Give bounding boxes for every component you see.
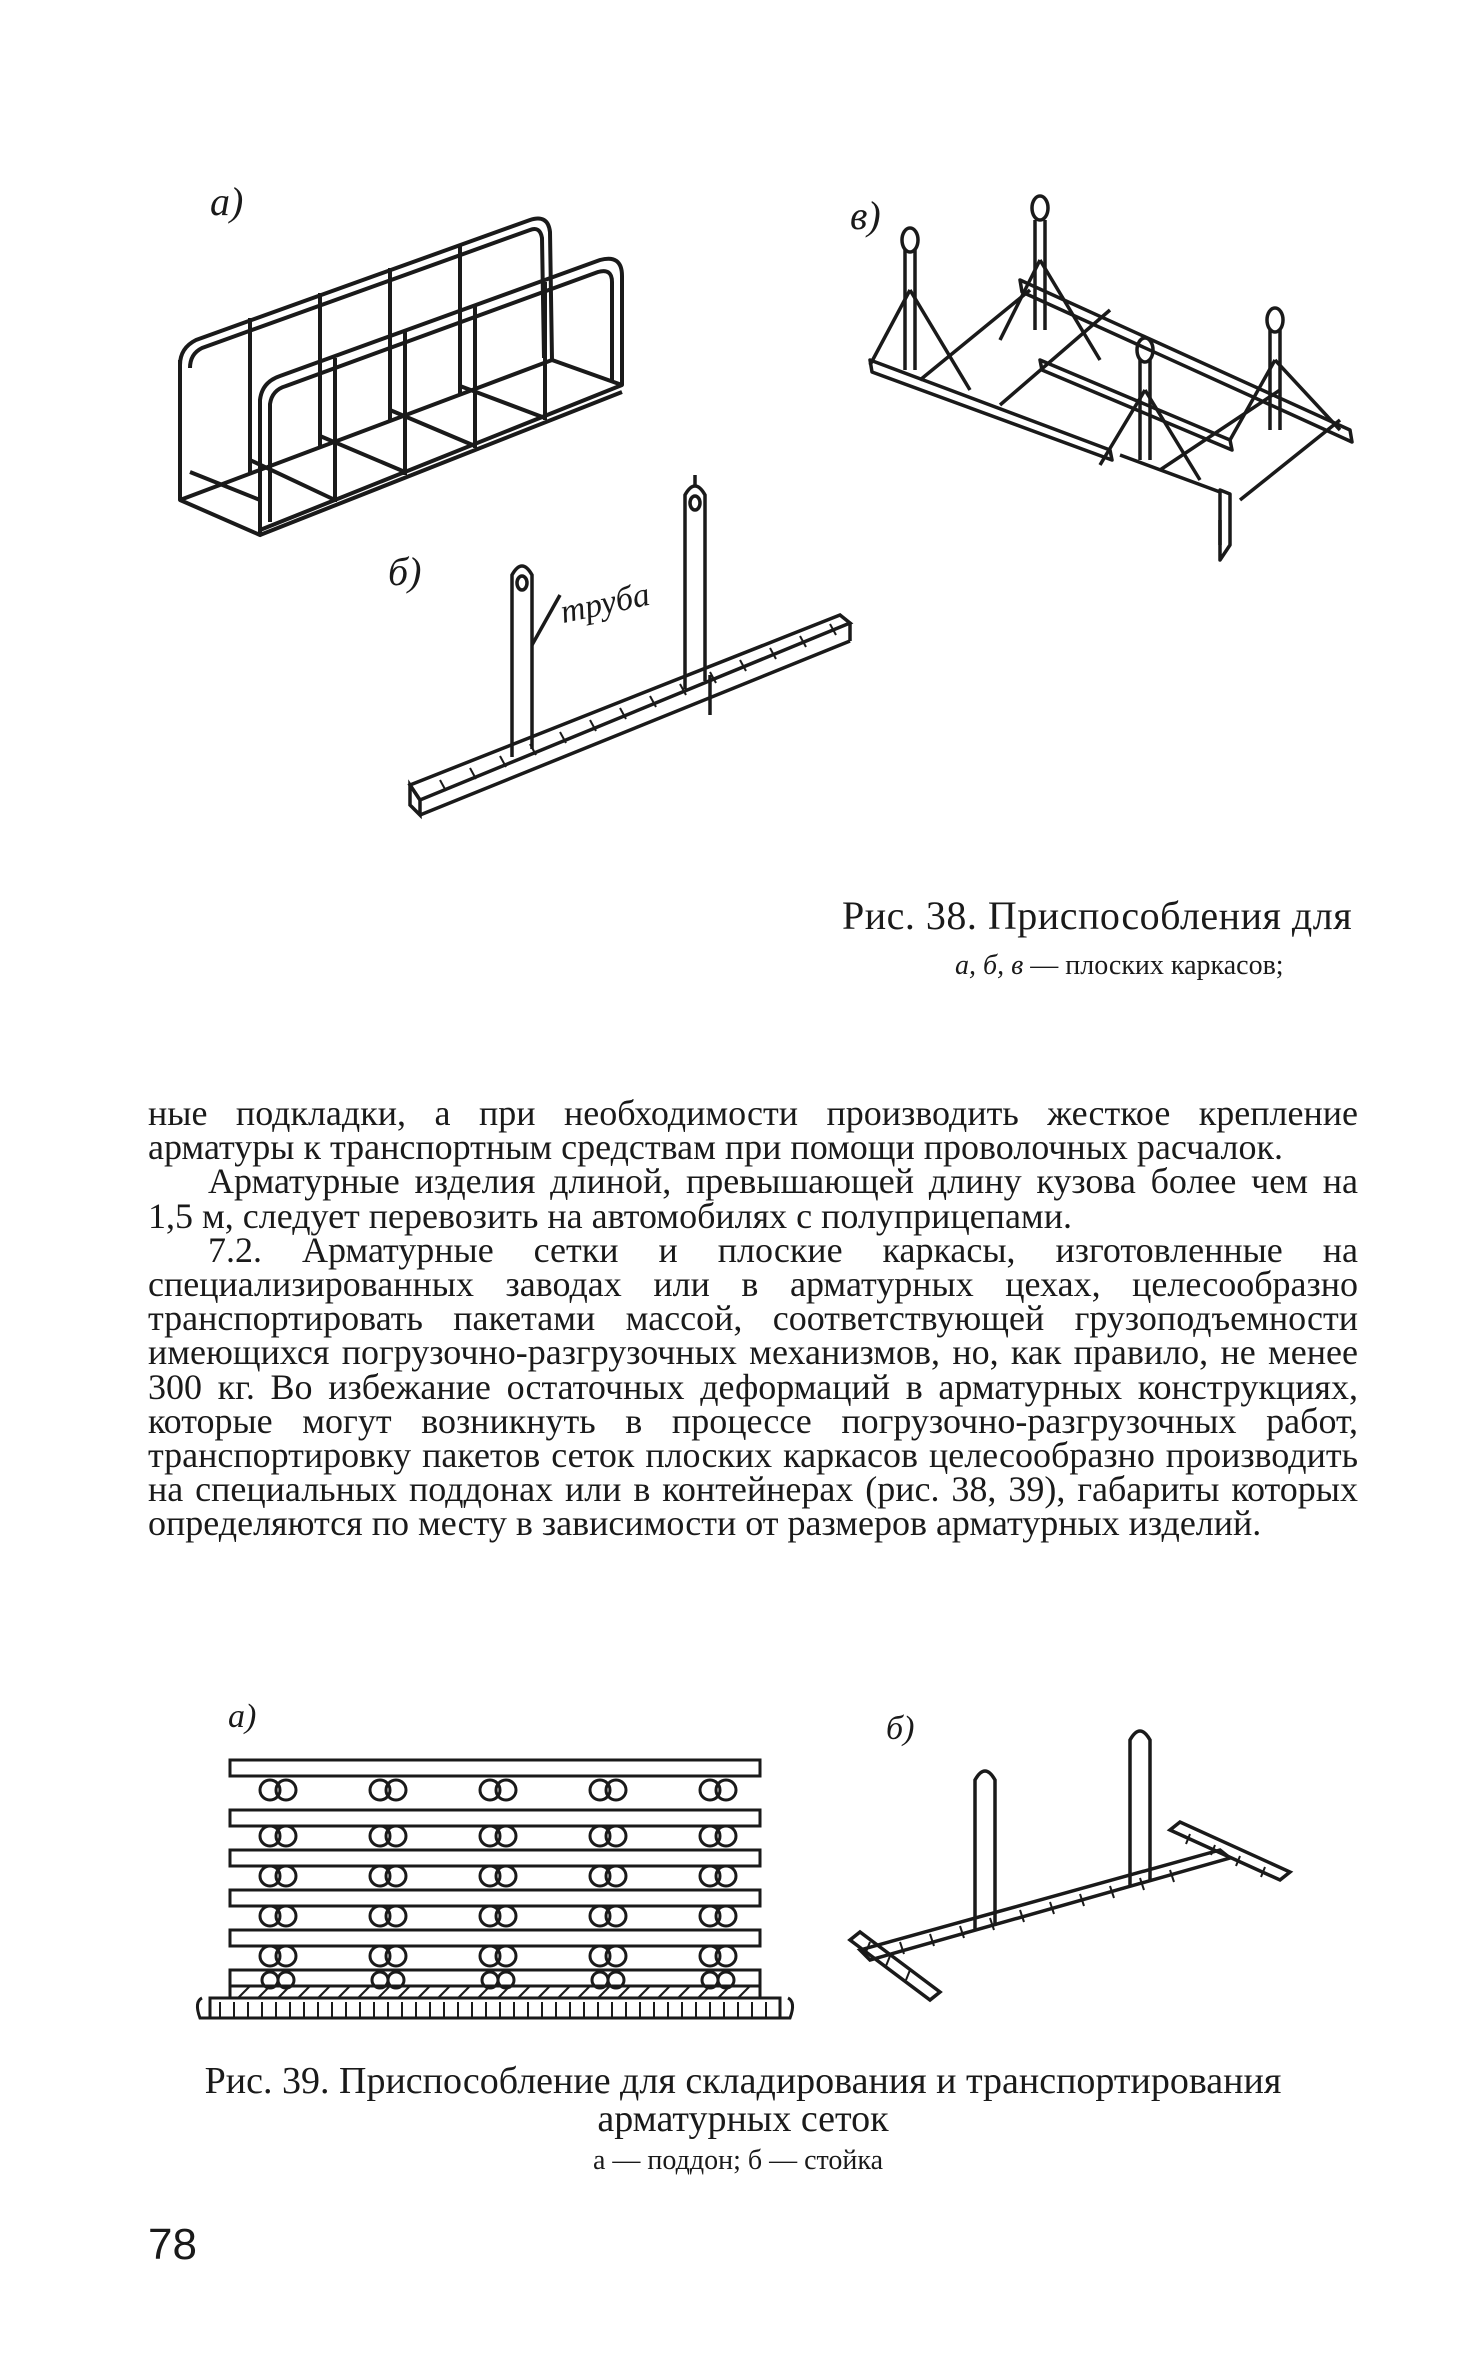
fig38-label-a: а) (210, 179, 244, 224)
fig38-subcaption-text: — плоских каркасов; (1023, 950, 1284, 981)
fig39b-drawing (840, 1730, 1300, 2010)
paragraph-2: Арматурные изделия длиной, превышающей длину кузова более чем на 1,5 м, следует перевозить на автомобилях с полуприцепами. (148, 1161, 1358, 1236)
fig39-subcaption: а — поддон; б — стойка (593, 2145, 883, 2176)
fig39-caption (148, 2062, 1338, 2138)
body-text (148, 1093, 1358, 1544)
fig39-label-b: б) (886, 1710, 915, 1747)
fig38-label-v: в) (850, 193, 881, 238)
page-number: 78 (148, 2220, 197, 2269)
paragraph-3: 7.2. Арматурные сетки и плоские каркасы, изготовленные на специализированных заводах или в арматурных цехах, целесообразно транспортировать пакетами массой, соответствующей грузоподъемности имеющихся погрузочно-разгрузочных механизмов, но, как правило, не менее 300 кг. Во избежание остаточных деформаций в арматурных конструкциях, которые могут возникнуть в процессе погрузочно-разгрузочных работ, транспортировку пакетов сеток плоских каркасов целесообразно производить на специальных поддонах или в контейнерах (рис. 38, 39), габариты которых определяются по месту в зависимости от размеров арматурных изделий. (148, 1229, 1358, 1544)
fig38-caption: Рис. 38. Приспособления для (842, 893, 1353, 938)
fig39a-drawing (190, 1740, 810, 2030)
fig39-label-a: а) (228, 1698, 257, 1735)
pipe-label: труба (557, 576, 654, 631)
fig39-caption-line2: арматурных сеток (597, 2098, 889, 2140)
paragraph-1: ные подкладки, а при необходимости производить жесткое крепление арматуры к транспортным средствам при помощи проволочных расчалок. (148, 1093, 1358, 1168)
fig38v-drawing (860, 190, 1370, 560)
fig39-caption-line1: Рис. 39. Приспособление для складирования и транспортирования (204, 2060, 1282, 2102)
fig38-subcaption-letters: а, б, в (955, 950, 1024, 981)
fig38-label-b: б) (388, 549, 422, 594)
fig38b-drawing (400, 475, 860, 835)
fig38-subcaption (955, 950, 1284, 982)
